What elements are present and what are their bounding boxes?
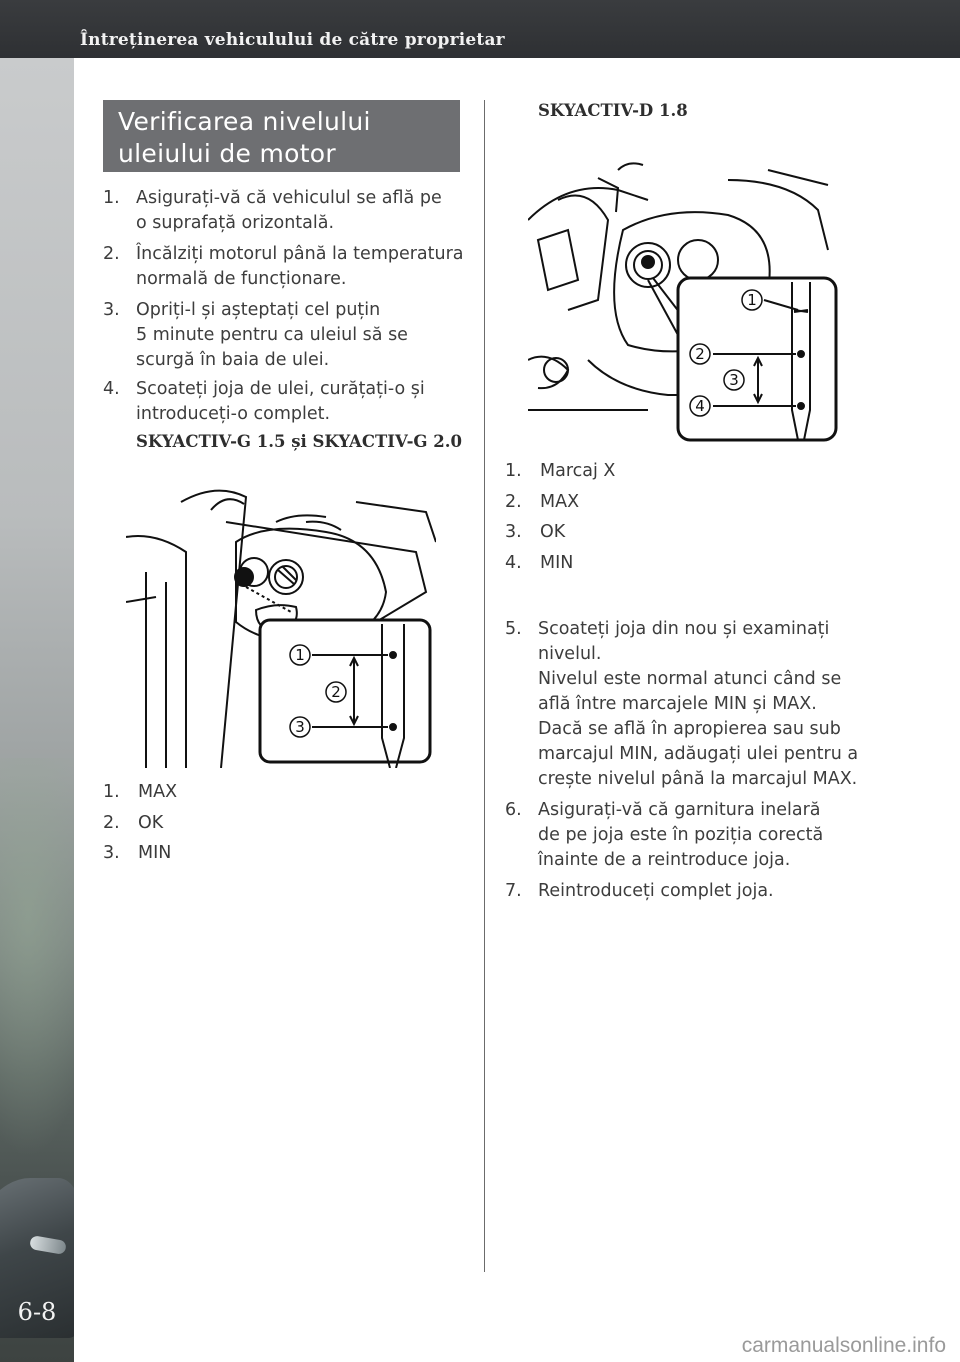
section-title-line1: Verificarea nivelului — [118, 107, 371, 136]
figure-skyactiv-g-dipstick — [126, 482, 436, 768]
legend-label: MIN — [138, 843, 172, 863]
step-line: o suprafață orizontală. — [136, 213, 335, 233]
step-item — [103, 186, 473, 236]
step-line: marcajul MIN, adăugați ulei pentru a — [538, 744, 859, 764]
step-line: Asigurați-vă că vehiculul se află pe — [136, 188, 442, 208]
figure-skyactiv-d-dipstick — [528, 160, 840, 445]
legend-skyactiv-g — [103, 777, 403, 869]
step-item — [103, 377, 473, 454]
legend-number: 3. — [103, 843, 120, 863]
step-line: Reintroduceți complet joja. — [538, 881, 774, 901]
legend-label: OK — [138, 812, 164, 833]
legend-item — [103, 808, 403, 839]
step-number: 1. — [103, 188, 120, 208]
legend-label: OK — [540, 522, 566, 542]
site-watermark: carmanualsonline.info — [741, 1334, 946, 1357]
step-line: normală de funcționare. — [136, 269, 347, 289]
step-line: de pe joja este în poziția corectă — [538, 825, 824, 845]
step-line: înainte de a reintroduce joja. — [538, 850, 791, 870]
legend-item — [505, 517, 805, 548]
step-line: află între marcajele MIN și MAX. — [538, 694, 817, 714]
step-line: crește nivelul până la marcajul MAX. — [538, 769, 858, 789]
page-header-title: Întreținerea vehiculului de către proprietar — [80, 30, 505, 50]
step-line: Încălziți motorul până la temperatura — [136, 244, 464, 264]
legend-number: 1. — [103, 782, 120, 802]
step-number: 6. — [505, 800, 522, 820]
callout-g-2: 2 — [331, 683, 341, 701]
section-title-line2: uleiului de motor — [118, 139, 336, 168]
step-item — [505, 879, 895, 904]
sidebar-photo-strip — [0, 58, 74, 1362]
step-line: Asigurați-vă că garnitura inelară — [538, 800, 821, 820]
callout-d-4: 4 — [695, 397, 705, 415]
subheading-skyactiv-d: SKYACTIV-D 1.8 — [538, 101, 688, 120]
section-title — [118, 106, 448, 170]
step-line: Dacă se află în apropierea sau sub — [538, 719, 841, 739]
section-heading-box — [103, 100, 460, 172]
step-line: introduceți-o complet. — [136, 404, 331, 424]
legend-skyactiv-d — [505, 456, 805, 578]
legend-number: 1. — [505, 461, 522, 481]
right-steps — [505, 617, 895, 908]
legend-number: 2. — [103, 812, 120, 833]
step-line: Scoateți joja din nou și examinați — [538, 619, 830, 639]
legend-number: 2. — [505, 491, 522, 512]
step-number: 2. — [103, 244, 120, 264]
callout-d-3: 3 — [729, 371, 739, 389]
callout-d-1: 1 — [747, 291, 757, 309]
page-number: 6-8 — [17, 1298, 57, 1326]
step-line: Nivelul este normal atunci când se — [538, 669, 842, 689]
step-line: nivelul. — [538, 644, 602, 664]
legend-item — [103, 777, 403, 808]
step-number: 4. — [103, 379, 120, 399]
step-line: Opriți-l și așteptați cel puțin — [136, 300, 381, 320]
legend-label: Marcaj X — [540, 461, 616, 481]
header-bar — [0, 0, 960, 58]
legend-item — [103, 838, 403, 869]
subheading-skyactiv-g: SKYACTIV-G 1.5 și SKYACTIV-G 2.0 — [136, 432, 462, 451]
foliage-decoration — [0, 758, 74, 1158]
left-steps — [103, 186, 473, 458]
legend-label: MAX — [540, 491, 580, 512]
legend-label: MAX — [138, 782, 178, 802]
step-number: 7. — [505, 881, 522, 901]
legend-item — [505, 487, 805, 518]
step-line: scurgă în baia de ulei. — [136, 350, 330, 370]
step-line: 5 minute pentru ca uleiul să se — [136, 325, 408, 345]
legend-item — [505, 456, 805, 487]
column-divider — [484, 100, 485, 1272]
legend-item — [505, 548, 805, 579]
legend-number: 4. — [505, 552, 522, 573]
legend-number: 3. — [505, 522, 522, 542]
legend-label: MIN — [540, 552, 574, 573]
callout-d-2: 2 — [695, 345, 705, 363]
callout-g-1: 1 — [295, 646, 305, 664]
step-number: 5. — [505, 619, 522, 639]
step-number: 3. — [103, 300, 120, 320]
step-item — [103, 298, 473, 373]
step-item — [505, 617, 895, 792]
step-item — [505, 798, 895, 873]
callout-g-3: 3 — [295, 718, 305, 736]
step-item — [103, 242, 473, 292]
step-line: Scoateți joja de ulei, curățați-o și — [136, 379, 425, 399]
